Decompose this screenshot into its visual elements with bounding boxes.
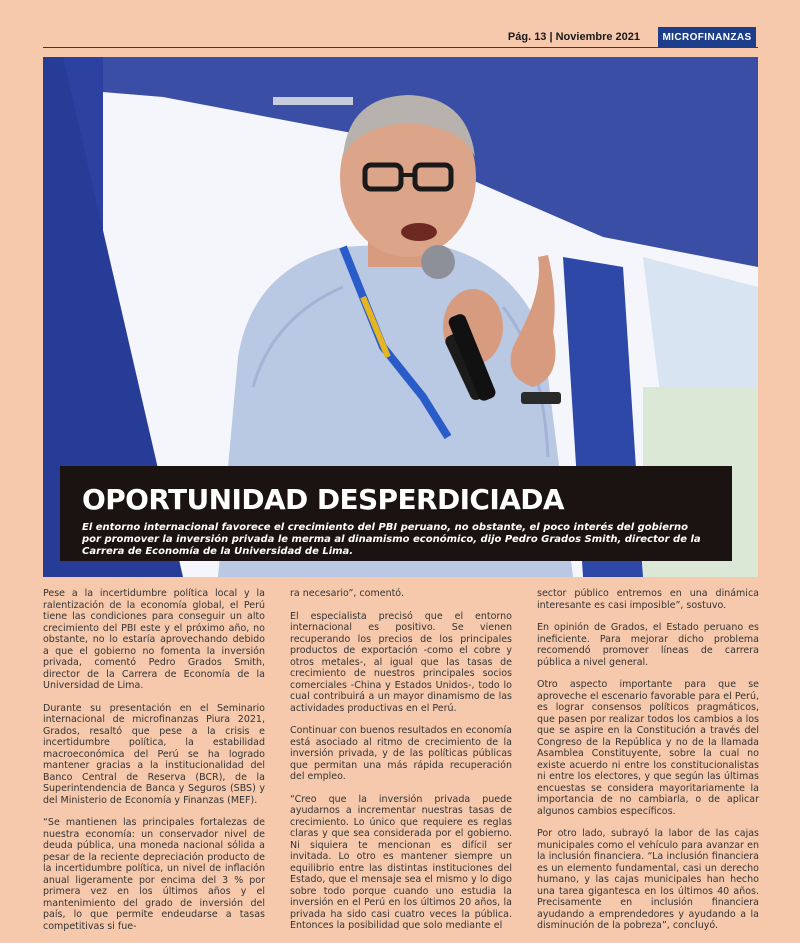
article-title: OPORTUNIDAD DESPERDICIADA <box>82 483 564 516</box>
magazine-brand-badge: MICROFINANZAS <box>658 27 756 48</box>
headline-box <box>60 466 732 561</box>
paragraph: El especialista precisó que el entorno internacional es positivo. Se vienen recuperando los precios de los principales productos de exportación -como el cobre y otros metales-, al igual que las tasas de crecimiento de nuestros principales socios comerciales -China y Estados Unidos-, todo lo cual contribuirá a un mayor dinamismo de las actividades productivas en el Perú. <box>290 610 512 714</box>
article-column-1 <box>43 588 265 943</box>
paragraph: Durante su presentación en el Seminario internacional de microfinanzas Piura 2021, Grados, resaltó que pese a la crisis e incertidumbre política, la estabilidad macroeconómica del Perú se ha logrado mantener gracias a la institucionalidad del Banco Central de Reserva (BCR), de la Superintendencia de Banca y Seguros (SBS) y del Ministerio de Economía y Finanzas (MEF). <box>43 702 265 806</box>
paragraph: En opinión de Grados, el Estado peruano es ineficiente. Para mejorar dicho problema recomendó promover líneas de carrera pública a nivel general. <box>537 622 759 668</box>
article-body <box>43 588 759 943</box>
paragraph: Por otro lado, subrayó la labor de las cajas municipales como el vehículo para avanzar en la inclusión financiera. “La inclusión financiera es un elemento fundamental, casi un derecho humano, y las cajas municipales han hecho una tarea gigantesca en los últimos 40 años. Precisamente en inclusión financiera ayudando a emprendedores y ayudando a la disminución de la pobreza”, concluyó. <box>537 828 759 931</box>
paragraph: “Creo que la inversión privada puede ayudarnos a incrementar nuestras tasas de crecimiento. Lo único que requiere es reglas claras y que sea considerada por el gobierno. Ni siquiera te mencionan es difícil ser invitada. Lo otro es mantener siempre un equilibrio entre las distintas instituciones del Estado, que el mensaje sea el mismo y lo digo sobre todo porque cuando uno estudia la inversión en el Perú en los últimos 20 años, la privada ha sido casi cuatro veces la pública. Entonces la posibilidad que solo mediante el <box>290 793 512 931</box>
header-divider <box>43 47 758 48</box>
article-subtitle: El entorno internacional favorece el crecimiento del PBI peruano, no obstante, el poco interés del gobierno por promover la inversión privada le merma al dinamismo económico, dijo Pedro Grados Smith, director de la Carrera de Economía de la Universidad de Lima. <box>82 522 701 557</box>
page-number-date: Pág. 13 | Noviembre 2021 <box>507 31 640 43</box>
paragraph: Pese a la incertidumbre política local y la ralentización de la economía global, el Perú tiene las condiciones para conseguir un alto crecimiento del PBI este y el próximo año, no obstante, no lo estaría aprovechando debido a que el gobierno no fomenta la inversión privada, comentó Pedro Grados Smith, director de la Carrera de Economía de la Universidad de Lima. <box>43 588 265 691</box>
paragraph: “Se mantienen las principales fortalezas de nuestra economía: un conservador nivel de deuda pública, una moneda nacional sólida a pesar de la reciente depreciación producto de la incertidumbre política, un nivel de inflación anual ligeramente por encima del 3 % por primera vez en los últimos años y el mantenimiento del grado de inversión del país, lo que permite endeudarse a tasas competitivas si fue- <box>43 817 265 932</box>
article-column-3 <box>537 588 759 943</box>
article-column-2 <box>290 588 512 943</box>
paragraph: Continuar con buenos resultados en economía está asociado al ritmo de crecimiento de la inversión privada, y de las políticas públicas que permitan una más rápida recuperación del empleo. <box>290 725 512 782</box>
page-header <box>0 0 800 52</box>
paragraph: sector público entremos en una dinámica interesante es casi imposible”, sostuvo. <box>537 588 759 611</box>
paragraph: ra necesario”, comentó. <box>290 588 404 599</box>
paragraph: Otro aspecto importante para que se aproveche el escenario favorable para el Perú, es lograr consensos políticos pragmáticos, que pasen por realizar todos los cambios a los que se aspire en la Constitución a través del Congreso de la República y no de la llamada Asamblea Constituyente, sobre la cual no existe acuerdo ni entre los constitucionalistas ni entre los electores, y que según las últimas encuestas se considera mayoritariamente la importancia de no cambiarla, o de aplicar algunos cambios específicos. <box>537 679 759 817</box>
